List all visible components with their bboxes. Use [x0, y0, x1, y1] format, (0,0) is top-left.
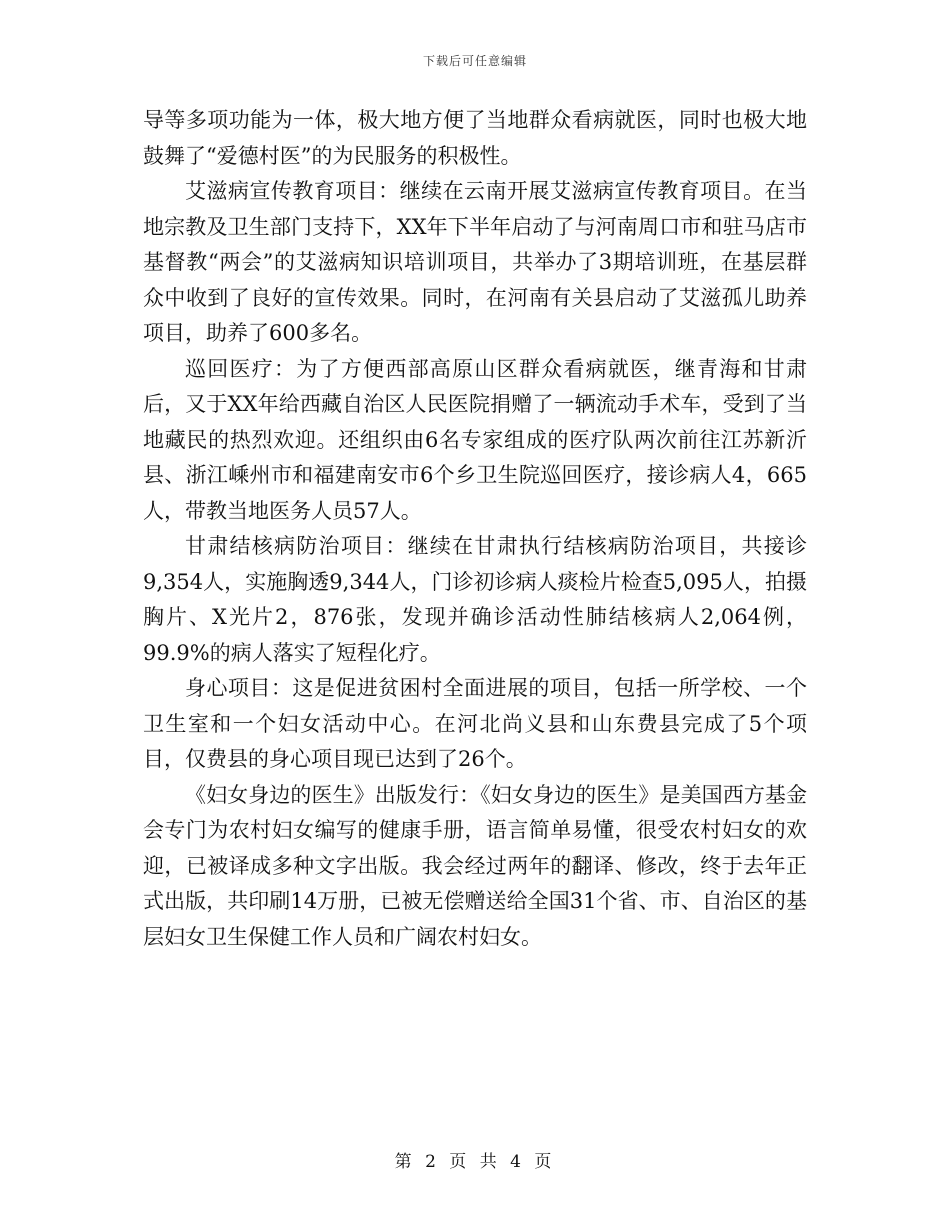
- paragraph-tb-control: 甘肃结核病防治项目：继续在甘肃执行结核病防治项目，共接诊9,354人，实施胸透9,344人，门诊初诊病人痰检片检查5,095人，拍摄胸片、X光片2，876张，发现并确诊活动性肺结核病人2,064例，99.9%的病人落实了短程化疗。: [143, 534, 807, 665]
- document-body: [143, 103, 807, 955]
- paragraph-body-mind-project: 身心项目：这是促进贫困村全面进展的项目，包括一所学校、一个卫生室和一个妇女活动中心。在河北尚义县和山东费县完成了5个项目，仅费县的身心项目现已达到了26个。: [143, 676, 807, 771]
- paragraph-book-publication: 《妇女身边的医生》出版发行：《妇女身边的医生》是美国西方基金会专门为农村妇女编写的健康手册，语言简单易懂，很受农村妇女的欢迎，已被译成多种文字出版。我会经过两年的翻译、修改，终于去年正式出版，共印刷14万册，已被无偿赠送给全国31个省、市、自治区的基层妇女卫生保健工作人员和广阔农村妇女。: [143, 782, 807, 949]
- paragraph-continued: 导等多项功能为一体，极大地方便了当地群众看病就医，同时也极大地鼓舞了“爱德村医”的为民服务的积极性。: [143, 108, 807, 168]
- paragraph-aids-education: 艾滋病宣传教育项目：继续在云南开展艾滋病宣传教育项目。在当地宗教及卫生部门支持下，XX年下半年启动了与河南周口市和驻马店市基督教“两会”的艾滋病知识培训项目，共举办了3期培训班，在基层群众中收到了良好的宣传效果。同时，在河南有关县启动了艾滋孤儿助养项目，助养了600多名。: [143, 179, 807, 345]
- paragraph-mobile-medical: 巡回医疗：为了方便西部高原山区群众看病就医，继青海和甘肃后，又于XX年给西藏自治区人民医院捐赠了一辆流动手术车，受到了当地藏民的热烈欢迎。还组织由6名专家组成的医疗队两次前往江苏新沂县、浙江嵊州市和福建南安市6个乡卫生院巡回医疗，接诊病人4，665人，带教当地医务人员57人。: [143, 356, 807, 523]
- page-header-note: 下载后可任意编辑: [422, 54, 527, 68]
- page-number-footer: 第 2 页 共 4 页: [394, 1152, 556, 1172]
